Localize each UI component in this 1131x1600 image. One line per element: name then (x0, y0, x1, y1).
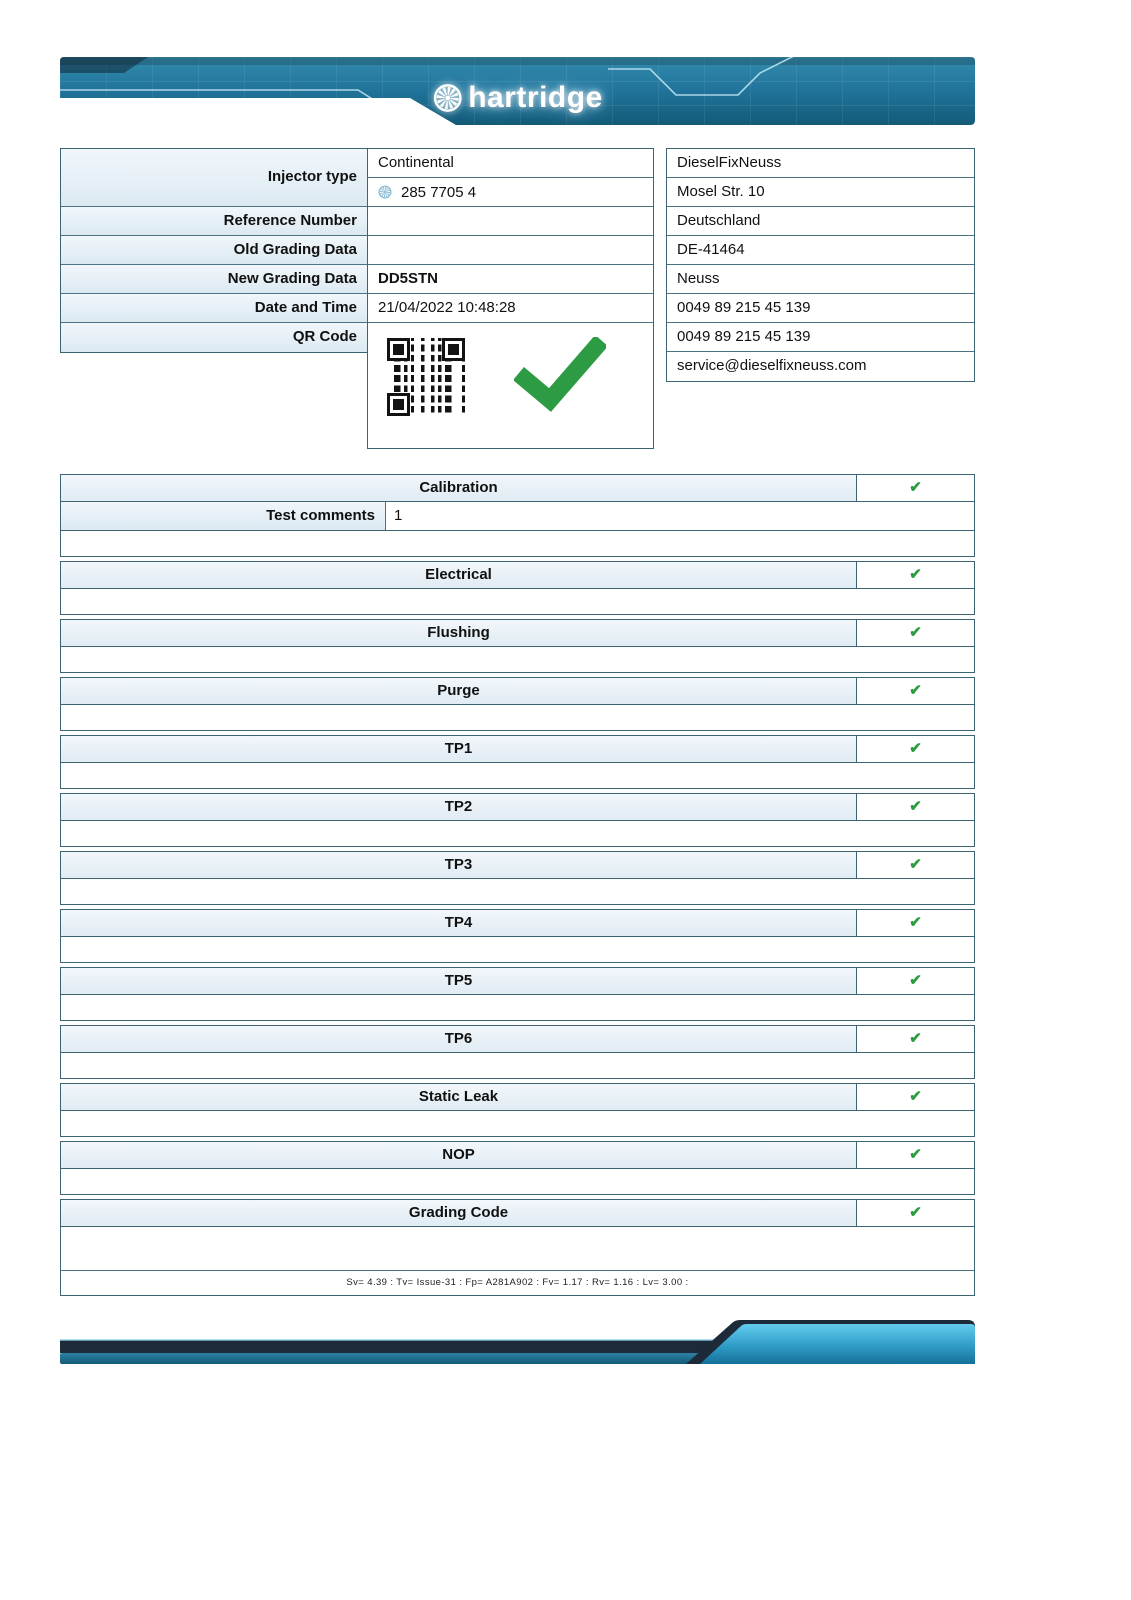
company-city: Neuss (667, 265, 974, 294)
qr-code (380, 331, 472, 423)
check-icon: ✔ (909, 479, 922, 496)
status-cell (857, 562, 974, 588)
section-tp5 (60, 967, 975, 1021)
old-grading-label: Old Grading Data (61, 236, 367, 265)
section-title: Electrical (61, 562, 857, 588)
qr-finder-icon (387, 338, 410, 361)
section-flushing (60, 619, 975, 673)
company-country: Deutschland (667, 207, 974, 236)
status-cell (857, 910, 974, 936)
section-tp4 (60, 909, 975, 963)
section-title: Calibration (61, 475, 857, 501)
wheel-bullet-icon (378, 185, 392, 199)
footer-banner (60, 1320, 975, 1371)
company-postcode: DE-41464 (667, 236, 974, 265)
company-phone: 0049 89 215 45 139 (667, 294, 974, 323)
section-title: TP3 (61, 852, 857, 878)
status-cell (857, 736, 974, 762)
check-icon: ✔ (909, 914, 922, 931)
section-tp3 (60, 851, 975, 905)
date-time-label: Date and Time (61, 294, 367, 323)
test-comments-row (60, 502, 975, 531)
company-email: service@dieselfixneuss.com (667, 352, 974, 381)
section-empty-row (60, 937, 975, 963)
injector-number-row (368, 178, 653, 207)
section-grading-code (60, 1199, 975, 1296)
section-empty-row (60, 1111, 975, 1137)
section-empty-row (60, 589, 975, 615)
company-info-column (666, 148, 975, 382)
reference-number-value (368, 207, 653, 236)
company-name: DieselFixNeuss (667, 149, 974, 178)
check-icon: ✔ (909, 1088, 922, 1105)
status-cell (857, 678, 974, 704)
section-purge (60, 677, 975, 731)
check-icon: ✔ (909, 798, 922, 815)
section-empty-row (60, 1169, 975, 1195)
injector-make-value: Continental (368, 149, 653, 178)
status-cell (857, 968, 974, 994)
check-icon: ✔ (909, 624, 922, 641)
section-title: TP1 (61, 736, 857, 762)
check-icon: ✔ (909, 1030, 922, 1047)
check-icon: ✔ (909, 740, 922, 757)
qr-code-label: QR Code (61, 323, 367, 352)
header-banner (60, 57, 975, 125)
date-time-value: 21/04/2022 10:48:28 (368, 294, 653, 323)
section-title: NOP (61, 1142, 857, 1168)
test-sections (60, 474, 975, 1296)
injector-type-label: Injector type (61, 149, 367, 207)
section-calibration (60, 474, 975, 557)
section-empty-row (60, 1227, 975, 1271)
section-empty-row (60, 879, 975, 905)
section-title: TP2 (61, 794, 857, 820)
section-title: Static Leak (61, 1084, 857, 1110)
section-empty-row (60, 763, 975, 789)
check-icon: ✔ (909, 1146, 922, 1163)
test-comments-value: 1 (386, 502, 974, 530)
section-title: TP5 (61, 968, 857, 994)
reference-number-label: Reference Number (61, 207, 367, 236)
section-tp2 (60, 793, 975, 847)
section-tp6 (60, 1025, 975, 1079)
status-cell (857, 852, 974, 878)
company-street: Mosel Str. 10 (667, 178, 974, 207)
software-version-line: Sv= 4.39 : Tv= Issue-31 : Fp= A281A902 : Fv= 1.17 : Rv= 1.16 : Lv= 3.00 : (60, 1270, 975, 1296)
status-cell (857, 1200, 974, 1226)
brand-name: hartridge (468, 81, 603, 114)
injector-info-area (60, 148, 975, 449)
section-electrical (60, 561, 975, 615)
check-icon: ✔ (909, 566, 922, 583)
section-title: Purge (61, 678, 857, 704)
section-empty-row (60, 531, 975, 557)
section-title: Grading Code (61, 1200, 857, 1226)
company-fax: 0049 89 215 45 139 (667, 323, 974, 352)
check-icon: ✔ (909, 682, 922, 699)
section-empty-row (60, 647, 975, 673)
footer-graphic (60, 1320, 975, 1366)
status-cell (857, 1026, 974, 1052)
section-empty-row (60, 821, 975, 847)
section-empty-row (60, 1053, 975, 1079)
qr-cell (368, 323, 653, 448)
status-cell (857, 794, 974, 820)
qr-finder-icon (442, 338, 465, 361)
injector-number-value: 285 7705 4 (401, 183, 477, 201)
hartridge-wheel-icon (432, 83, 462, 113)
section-title: TP6 (61, 1026, 857, 1052)
status-cell (857, 1084, 974, 1110)
status-cell (857, 475, 974, 501)
big-check-icon (514, 337, 606, 413)
section-title: TP4 (61, 910, 857, 936)
test-comments-label: Test comments (61, 502, 386, 530)
section-static-leak (60, 1083, 975, 1137)
section-tp1 (60, 735, 975, 789)
section-nop (60, 1141, 975, 1195)
brand-logo (432, 81, 603, 115)
old-grading-value (368, 236, 653, 265)
new-grading-value: DD5STN (368, 265, 653, 294)
injector-values-column (367, 148, 654, 449)
section-empty-row (60, 995, 975, 1021)
check-icon: ✔ (909, 1204, 922, 1221)
qr-finder-icon (387, 393, 410, 416)
injector-labels-column (60, 148, 368, 353)
status-cell (857, 1142, 974, 1168)
new-grading-label: New Grading Data (61, 265, 367, 294)
section-title: Flushing (61, 620, 857, 646)
section-empty-row (60, 705, 975, 731)
check-icon: ✔ (909, 972, 922, 989)
check-icon: ✔ (909, 856, 922, 873)
status-cell (857, 620, 974, 646)
